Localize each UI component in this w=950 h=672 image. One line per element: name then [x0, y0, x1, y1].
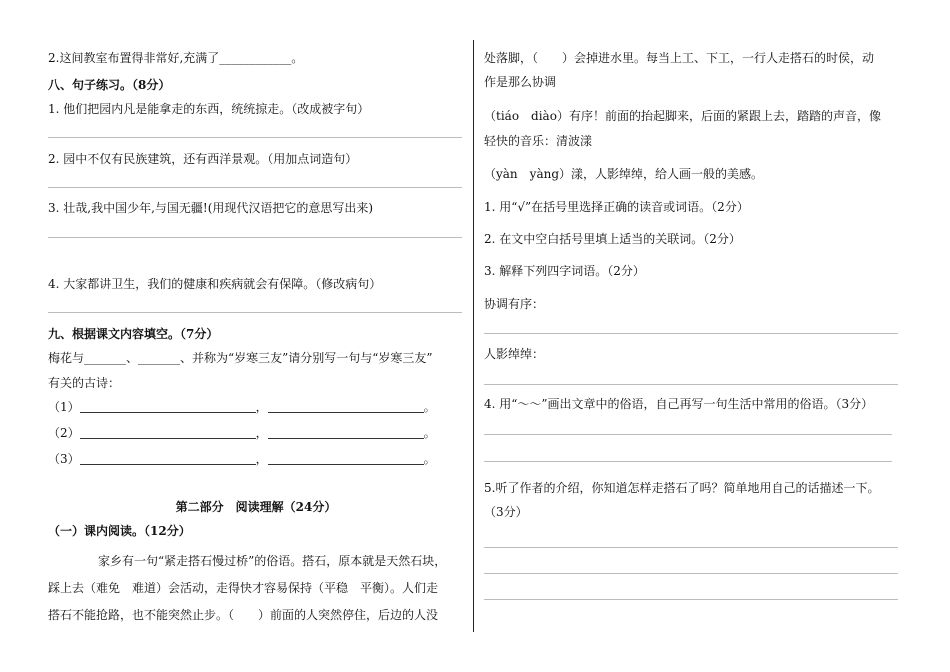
answer-line[interactable]	[48, 187, 462, 188]
reading-paragraph-line: （tiáo diào）有序！前面的抬起脚来，后面的紧跟上去，踏踏的声音，像	[484, 109, 881, 123]
period: 。	[423, 452, 436, 466]
fill-in-three-friends: 梅花与_______、_______、并称为“岁寒三友”请分别写一句与“岁寒三友”	[48, 351, 433, 365]
reading-paragraph-line: 家乡有一句“紧走搭石慢过桥”的俗语。搭石，原本就是天然石块，	[98, 554, 447, 568]
answer-line[interactable]	[484, 333, 898, 334]
answer-line[interactable]	[484, 547, 898, 548]
answer-line[interactable]	[484, 384, 898, 385]
period: 。	[423, 400, 436, 414]
reading-paragraph-line: 作是那么协调	[484, 75, 557, 89]
poem-number: （1）	[48, 400, 80, 414]
section-8-title: 八、句子练习。（8分）	[48, 78, 171, 92]
poem-blank[interactable]	[268, 400, 424, 413]
poem-line-3	[48, 451, 436, 467]
column-divider	[473, 40, 474, 632]
sentence-exercise-1: 1. 他们把园内凡是能拿走的东西，统统掠走。（改成被字句）	[48, 102, 370, 116]
reading-paragraph-line: 处落脚，（ ）会掉进水里。每当上工、下工，一行人走搭石的时侯，动	[484, 51, 875, 65]
answer-line[interactable]	[48, 137, 462, 138]
term-label: 人影绰绰：	[484, 347, 545, 361]
sentence-exercise-2: 2. 园中不仅有民族建筑，还有西洋景观。（用加点词造句）	[48, 152, 358, 166]
question-score: （3分）	[484, 505, 528, 519]
poem-blank[interactable]	[268, 426, 424, 439]
sentence-exercise-3: 3. 壮哉,我中国少年,与国无疆!(用现代汉语把它的意思写出来)	[48, 201, 374, 215]
section-9-title: 九、根据课文内容填空。（7分）	[48, 327, 219, 341]
answer-line[interactable]	[484, 461, 892, 462]
poem-number: （3）	[48, 452, 80, 466]
comma: ，	[255, 452, 268, 466]
comma: ，	[255, 426, 268, 440]
answer-line[interactable]	[484, 573, 898, 574]
answer-line[interactable]	[484, 434, 892, 435]
poem-number: （2）	[48, 426, 80, 440]
reading-1-title: （一）课内阅读。（12分）	[48, 524, 191, 538]
answer-line[interactable]	[484, 599, 898, 600]
poem-line-1	[48, 399, 436, 415]
reading-question-5: 5.听了作者的介绍，你知道怎样走搭石了吗？简单地用自己的话描述一下。	[484, 481, 880, 495]
question-2-fill-blank: 2.这间教室布置得非常好,充满了____________。	[48, 51, 304, 65]
reading-paragraph-line: 搭石不能抢路，也不能突然止步。（ ）前面的人突然停住，后边的人没	[48, 608, 439, 622]
poem-blank[interactable]	[80, 452, 256, 465]
period: 。	[423, 426, 436, 440]
reading-question-2: 2. 在文中空白括号里填上适当的关联词。（2分）	[484, 232, 741, 246]
answer-line[interactable]	[48, 237, 462, 238]
reading-question-3: 3. 解释下列四字词语。（2分）	[484, 264, 645, 278]
answer-line[interactable]	[48, 312, 462, 313]
reading-paragraph-line: 轻快的音乐：清波漾	[484, 134, 593, 148]
part-2-title: 第二部分 阅读理解（24分）	[175, 500, 337, 514]
poem-prompt: 有关的古诗：	[48, 376, 121, 390]
poem-blank[interactable]	[80, 426, 256, 439]
reading-question-1: 1. 用“√”在括号里选择正确的读音或词语。（2分）	[484, 200, 749, 214]
term-label: 协调有序：	[484, 297, 545, 311]
reading-paragraph-line: （yàn yàng）漾，人影绰绰，给人画一般的美感。	[484, 167, 764, 181]
comma: ，	[255, 400, 268, 414]
sentence-exercise-4: 4. 大家都讲卫生，我们的健康和疾病就会有保障。（修改病句）	[48, 277, 382, 291]
reading-paragraph-line: 踩上去（难免 难道）会活动，走得快才容易保持（平稳 平衡）。人们走	[48, 581, 439, 595]
poem-blank[interactable]	[80, 400, 256, 413]
reading-question-4: 4. 用“～～”画出文章中的俗语，自己再写一句生活中常用的俗语。（3分）	[484, 397, 874, 411]
poem-blank[interactable]	[268, 452, 424, 465]
poem-line-2	[48, 425, 436, 441]
